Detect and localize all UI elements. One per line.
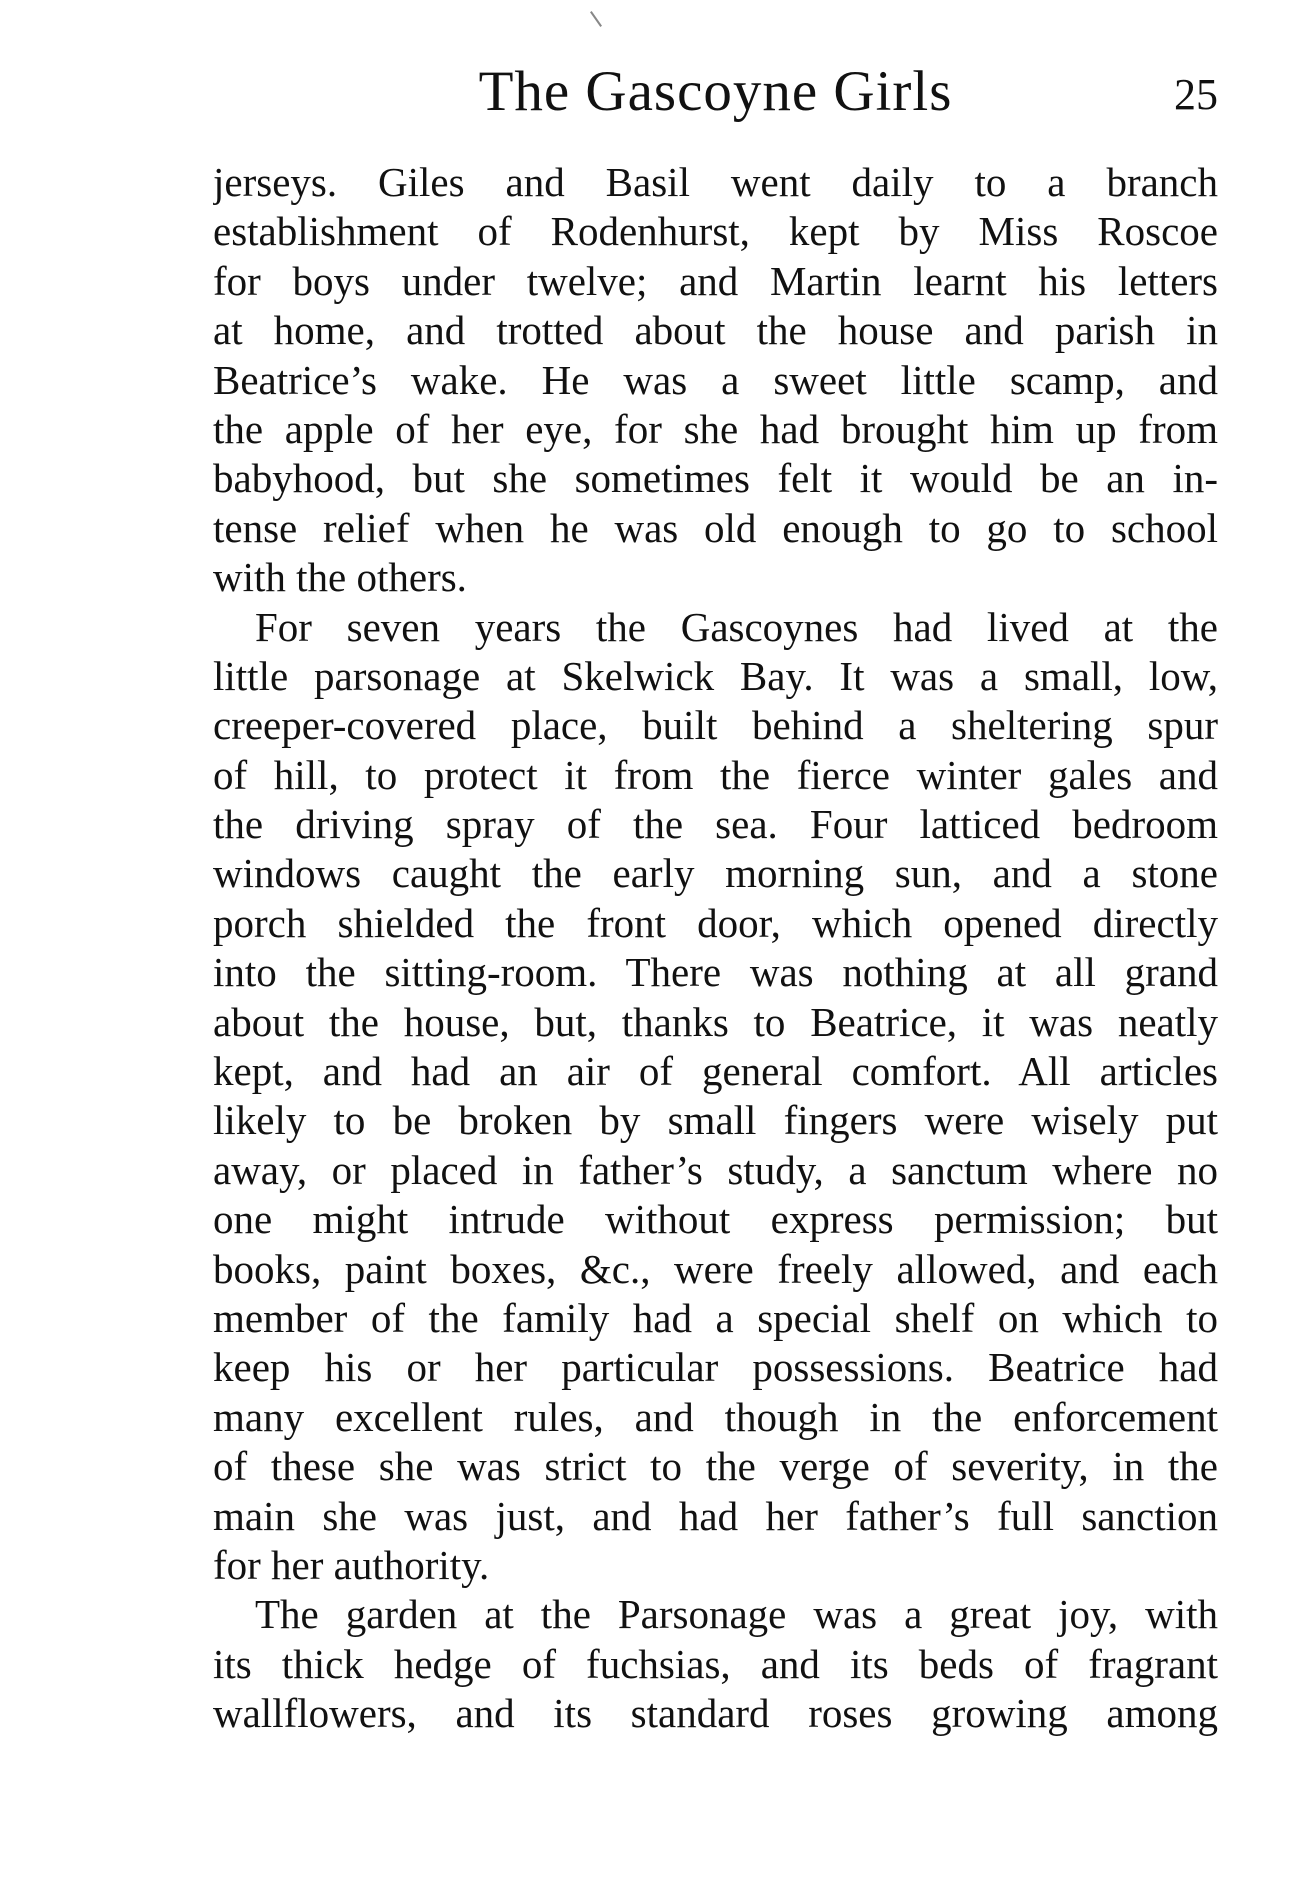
text-line: tense relief when he was old enough to go to school	[213, 504, 1218, 551]
text-line: For seven years the Gascoynes had lived at the	[255, 603, 1218, 650]
running-head	[213, 52, 1218, 132]
text-line: with the others.	[213, 554, 467, 601]
text-line: for boys under twelve; and Martin learnt his letters	[213, 257, 1218, 304]
text-line: little parsonage at Skelwick Bay. It was a small, low,	[213, 652, 1218, 699]
text-line: of hill, to protect it from the fierce winter gales and	[213, 751, 1218, 798]
text-line: windows caught the early morning sun, and a stone	[213, 850, 1218, 897]
text-line: for her authority.	[213, 1541, 490, 1588]
text-line: the apple of her eye, for she had brought him up from	[213, 405, 1218, 452]
text-line: wallflowers, and its standard roses growing among	[213, 1690, 1218, 1737]
text-line: creeper-covered place, built behind a sheltering spur	[213, 702, 1218, 749]
text-line: babyhood, but she sometimes felt it would be an in-	[213, 455, 1218, 502]
text-line: jerseys. Giles and Basil went daily to a branch	[213, 159, 1218, 205]
text-line: the driving spray of the sea. Four latticed bedroom	[213, 801, 1218, 848]
text-line: establishment of Rodenhurst, kept by Miss Roscoe	[213, 208, 1218, 255]
text-line: one might intrude without express permission; but	[213, 1196, 1218, 1243]
text-line: keep his or her particular possessions. Beatrice had	[213, 1344, 1218, 1391]
text-line: The garden at the Parsonage was a great joy, with	[255, 1591, 1218, 1638]
body-text	[213, 158, 1218, 1739]
text-line: at home, and trotted about the house and parish in	[213, 307, 1218, 354]
text-line: about the house, but, thanks to Beatrice, it was neatly	[213, 998, 1218, 1045]
page-number: 25	[1174, 70, 1218, 119]
text-line: its thick hedge of fuchsias, and its beds of fragrant	[213, 1640, 1218, 1687]
scan-mark	[590, 11, 602, 27]
text-line: likely to be broken by small fingers were wisely put	[213, 1097, 1218, 1144]
text-line: of these she was strict to the verge of severity, in the	[213, 1443, 1218, 1490]
running-title: The Gascoyne Girls	[478, 60, 953, 123]
text-line: kept, and had an air of general comfort. All articles	[213, 1048, 1218, 1095]
text-line: porch shielded the front door, which opened directly	[213, 899, 1218, 946]
text-line: away, or placed in father’s study, a sanctum where no	[213, 1146, 1218, 1193]
text-line: into the sitting-room. There was nothing at all grand	[213, 949, 1218, 996]
text-line: member of the family had a special shelf on which to	[213, 1294, 1218, 1341]
text-line: main she was just, and had her father’s full sanction	[213, 1492, 1218, 1539]
text-line: Beatrice’s wake. He was a sweet little scamp, and	[213, 356, 1218, 403]
text-line: books, paint boxes, &c., were freely allowed, and each	[213, 1245, 1218, 1292]
text-line: many excellent rules, and though in the enforcement	[213, 1393, 1218, 1440]
